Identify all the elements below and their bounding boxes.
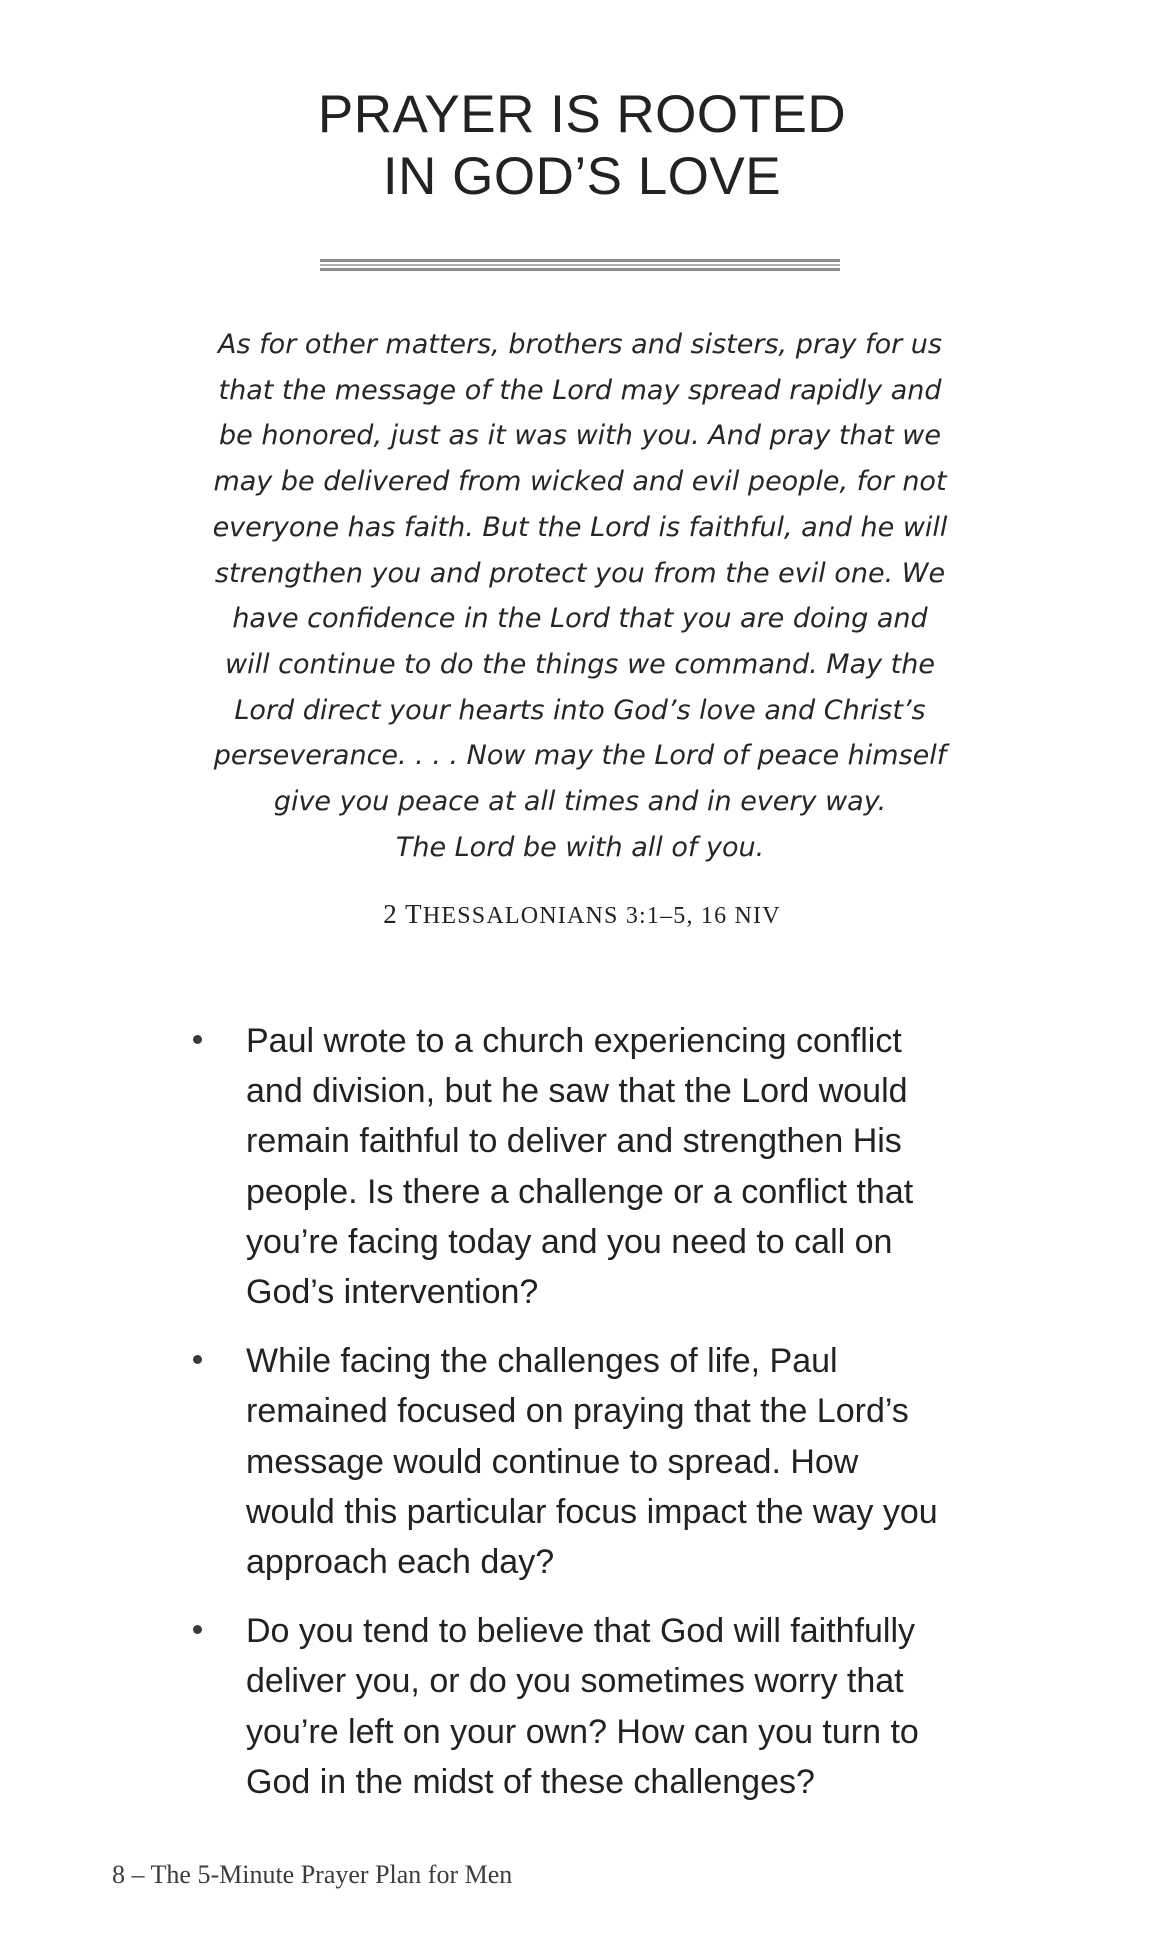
question-line: message would continue to spread. How [246,1442,859,1481]
question-line: God’s intervention? [246,1273,539,1312]
question-line: Do you tend to believe that God will faithfully [246,1612,916,1651]
page-title [0,84,1164,208]
question-line: you’re facing today and you need to call on [246,1222,893,1261]
scripture-reference [0,899,1164,930]
scripture-line: Lord direct your hearts into God’s love and Christ’s [234,694,926,726]
question-text [246,1606,1164,1807]
bullet-icon [193,1625,202,1634]
scripture-line: be honored, just as it was with you. And pray that we [219,420,941,452]
scripture-line: everyone has faith. But the Lord is faithful, and he will [212,511,948,543]
question-line: and division, but he saw that the Lord would [246,1072,908,1111]
question-line: would this particular focus impact the way you [246,1492,938,1531]
scripture-line: strengthen you and protect you from the evil one. We [214,557,946,589]
scripture-line: have confidence in the Lord that you are doing and [232,603,928,635]
question-line: remain faithful to deliver and strengthen His [246,1122,902,1161]
scripture-line: that the message of the Lord may spread rapidly and [218,374,942,406]
scripture-line: may be delivered from wicked and evil people, for not [213,466,947,498]
scripture-line: The Lord be with all of you. [395,831,765,863]
question-line: While facing the challenges of life, Paul [246,1342,838,1381]
scripture-line: will continue to do the things we command. May the [225,648,935,680]
bullet-icon [193,1355,202,1364]
list-item [0,1606,1164,1807]
reference-version: NIV [734,903,781,929]
scripture-line: perseverance. . . . Now may the Lord of peace himself [213,740,947,772]
page-title-line-2: IN GOD’S LOVE [382,147,782,206]
question-line: deliver you, or do you sometimes worry that [246,1662,904,1701]
reference-book-initial: T [405,899,423,929]
page-footer [112,1860,512,1890]
bullet-icon [193,1035,202,1044]
book-title: The 5-Minute Prayer Plan for Men [150,1860,513,1889]
reflection-questions [0,1016,1164,1826]
scripture-line: As for other matters, brothers and sisters, pray for us [218,329,942,360]
page-title-line-1: PRAYER IS ROOTED [317,85,847,144]
reference-book-rest: HESSALONIANS [422,903,619,929]
page-number: 8 [112,1860,125,1889]
question-text [246,1016,1164,1317]
question-line: Paul wrote to a church experiencing conflict [246,1022,902,1060]
list-item [0,1016,1164,1317]
scripture-passage [150,322,1010,870]
title-divider [320,259,840,271]
question-line: approach each day? [246,1543,555,1582]
question-line: remained focused on praying that the Lord’s [246,1392,909,1431]
question-text [246,1336,1164,1587]
question-line: you’re left on your own? How can you turn to [246,1712,919,1751]
scripture-line: give you peace at all times and in every way. [273,786,887,818]
reference-verses: 3:1–5, 16 [625,903,728,929]
reference-number: 2 [383,899,398,929]
question-line: people. Is there a challenge or a conflict that [246,1172,914,1211]
question-line: God in the midst of these challenges? [246,1762,815,1801]
list-item [0,1336,1164,1587]
footer-separator: – [131,1860,145,1889]
